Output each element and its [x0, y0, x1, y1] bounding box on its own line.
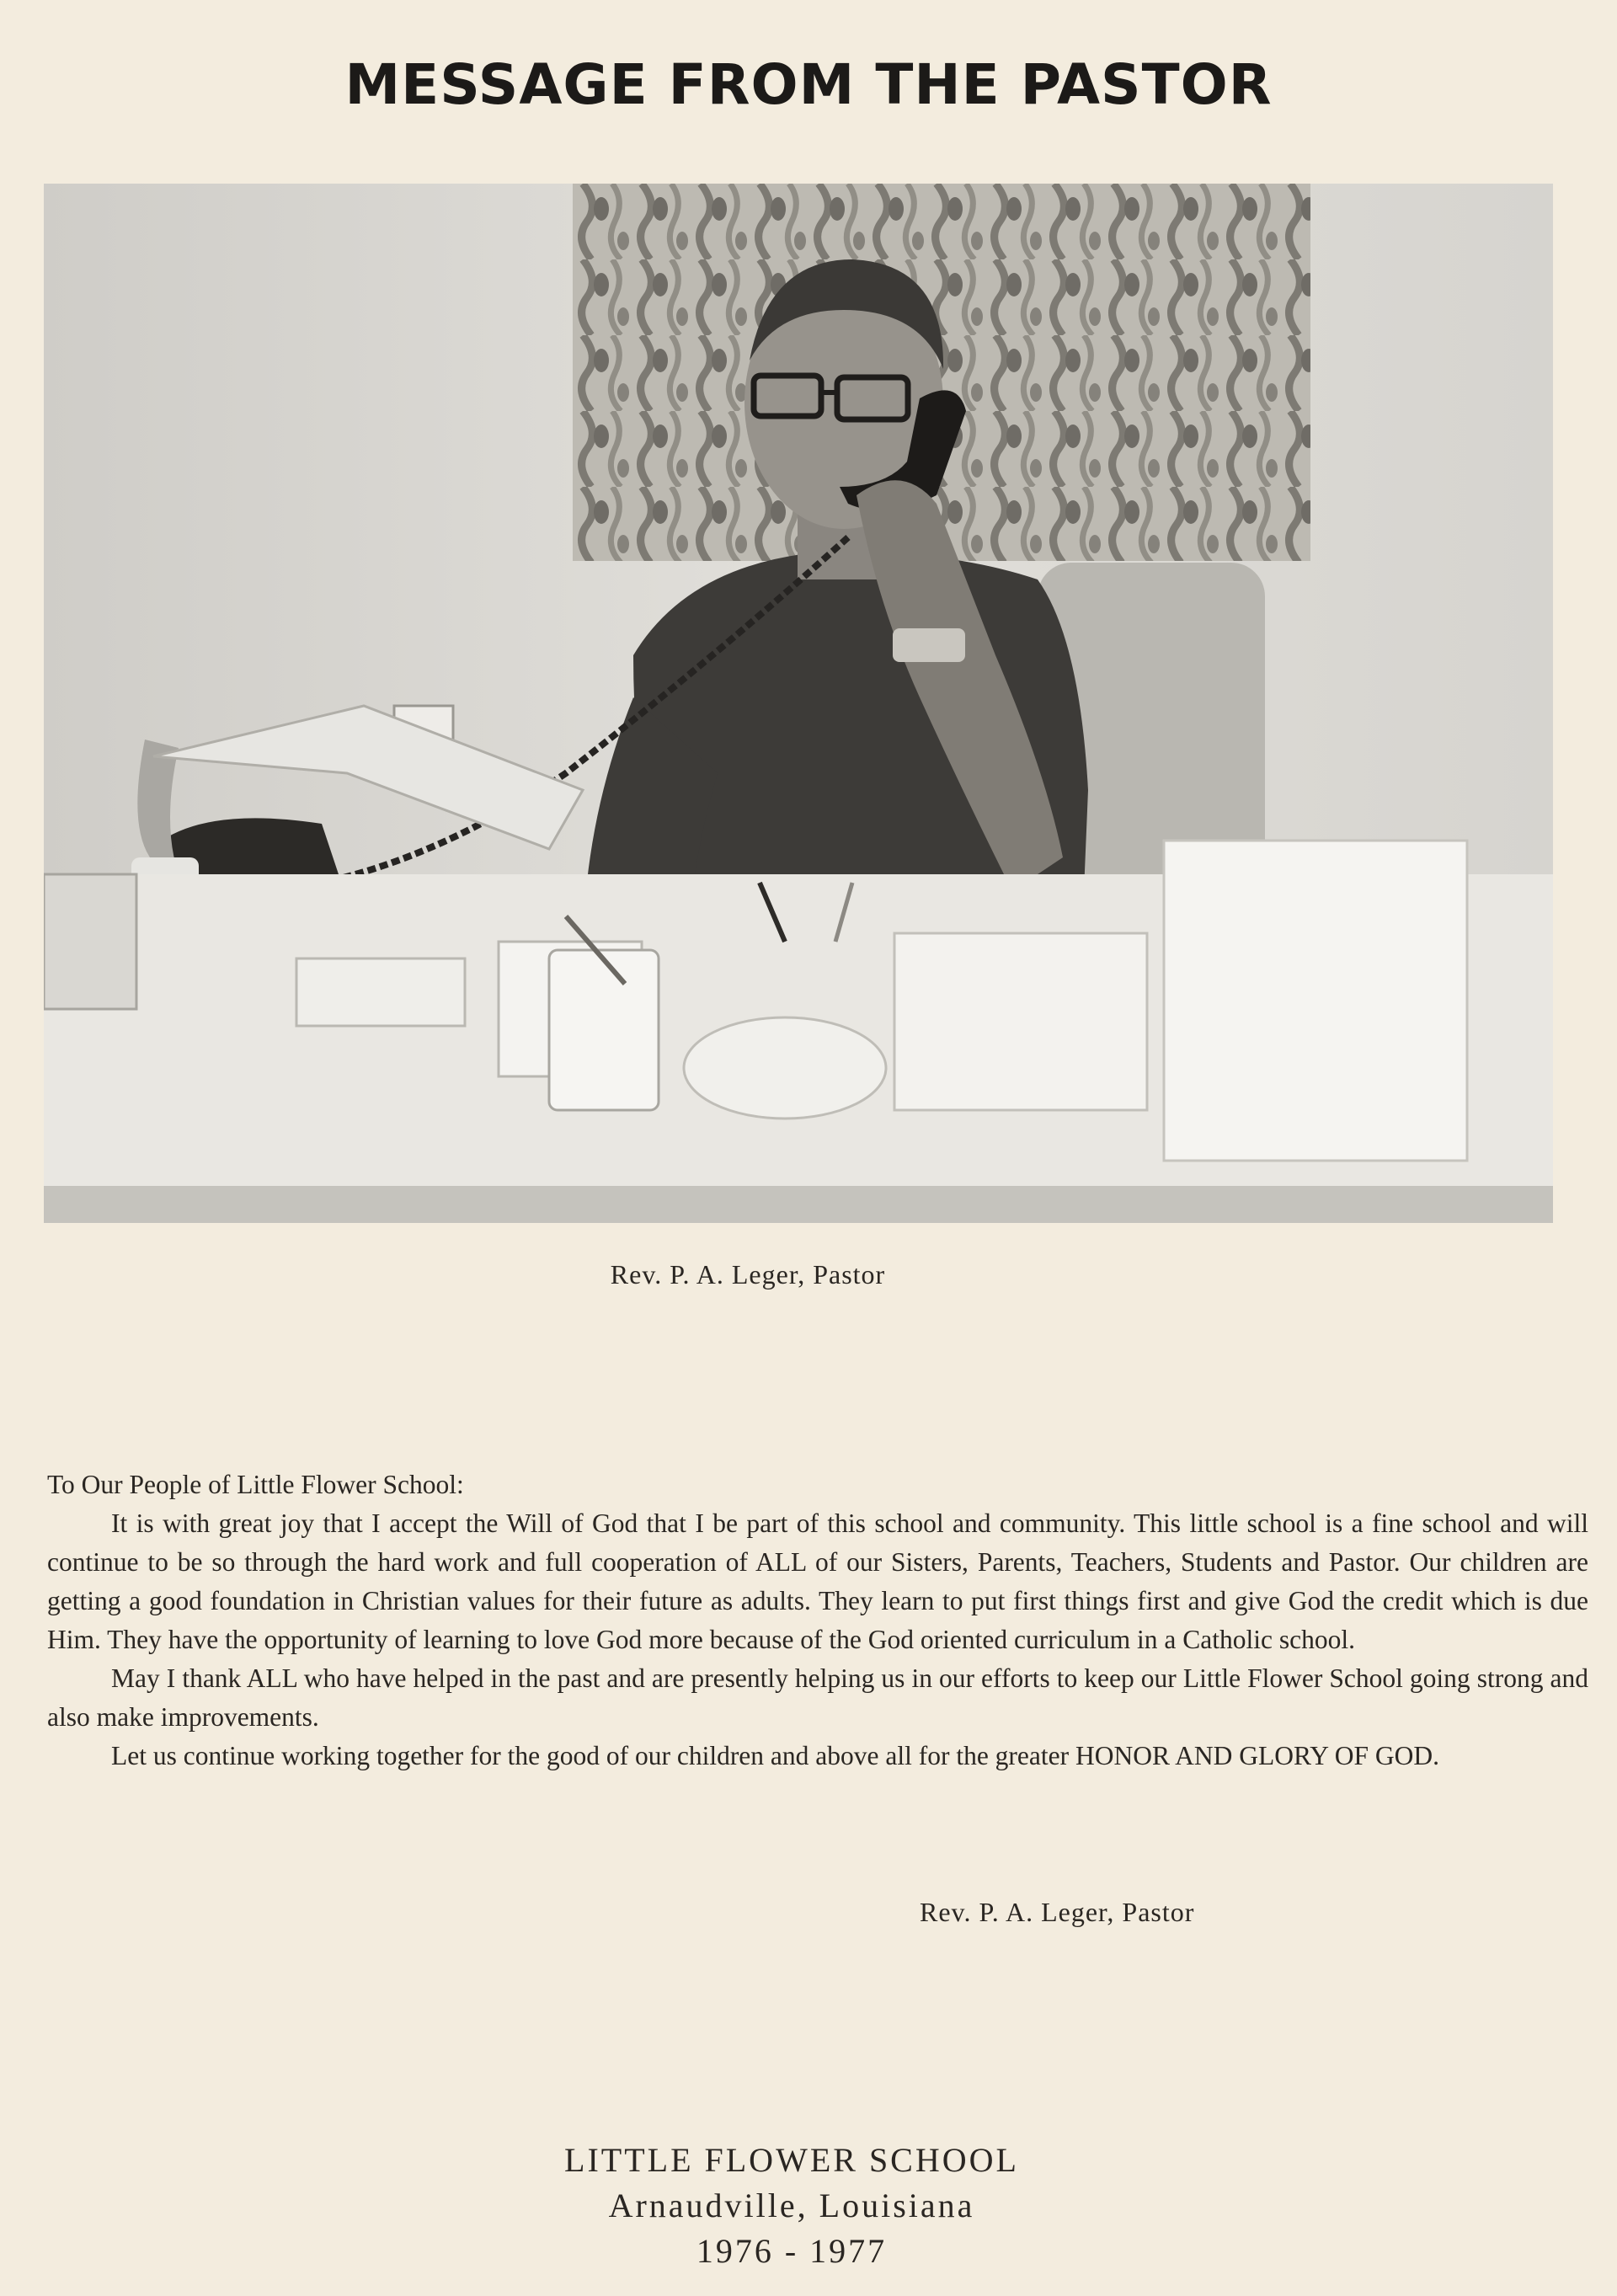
school-footer: [0, 2138, 1583, 2274]
page-title: MESSAGE FROM THE PASTOR: [344, 52, 1273, 117]
letter-paragraph: May I thank ALL who have helped in the past and are presently helping us in our efforts to keep our Little Flower School going strong and also make improvements.: [47, 1663, 1588, 1732]
school-years: 1976 - 1977: [696, 2232, 888, 2270]
letter-salutation: To Our People of Little Flower School:: [47, 1470, 464, 1499]
school-location: Arnaudville, Louisiana: [608, 2187, 975, 2224]
letter-paragraph: Let us continue working together for the good of our children and above all for the greater HONOR AND GLORY OF GOD.: [111, 1741, 1439, 1770]
letter-signature: Rev. P. A. Leger, Pastor: [920, 1897, 1195, 1927]
pastor-letter: [47, 1466, 1588, 1775]
letter-paragraph: It is with great joy that I accept the Will of God that I be part of this school and community. This little school is a fine school and will continue to be so through the hard work and full cooperation of ALL of our Sisters, Parents, Teachers, Students and Pastor. Our children are getting a good foundation in Christian values for their future as adults. They learn to put first things first and give God the credit which is due Him. They have the opportunity of learning to love God more because of the God oriented curriculum in a Catholic school.: [47, 1508, 1588, 1654]
photo-caption: Rev. P. A. Leger, Pastor: [610, 1259, 886, 1289]
pastor-at-desk-photo-image: [44, 184, 1553, 1223]
school-name: LITTLE FLOWER SCHOOL: [564, 2141, 1019, 2179]
pastor-photo: [44, 184, 1553, 1223]
